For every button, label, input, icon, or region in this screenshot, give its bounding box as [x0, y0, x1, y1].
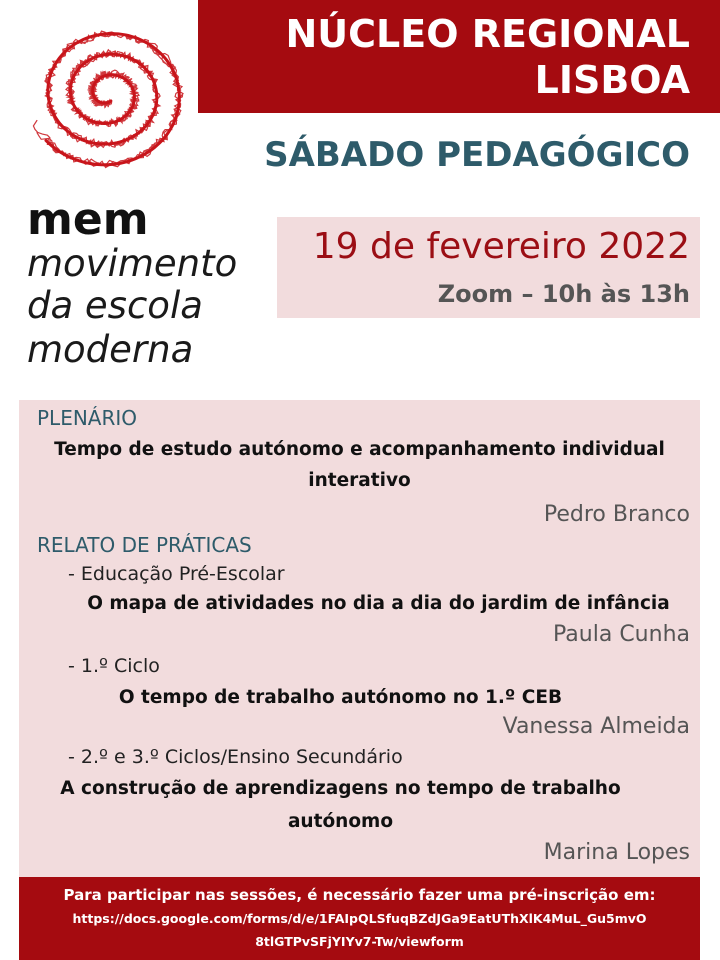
- header-title-line1: NÚCLEO REGIONAL: [285, 12, 690, 56]
- practice-speaker: Marina Lopes: [543, 840, 690, 865]
- logo-text-line2: da escola: [27, 284, 203, 327]
- practice-level: - Educação Pré-Escolar: [68, 563, 285, 585]
- logo-wordmark: mem: [27, 194, 149, 245]
- red-spiral-icon: [22, 8, 194, 180]
- registration-link-line2[interactable]: 8tlGTPvSFjYIYv7-Tw/viewform: [255, 934, 464, 949]
- practice-level: - 1.º Ciclo: [68, 655, 160, 677]
- plenary-speaker: Pedro Branco: [543, 502, 690, 527]
- logo-text-line1: movimento: [27, 242, 238, 285]
- practice-title: O mapa de atividades no dia a dia do jardim de infância: [87, 593, 670, 614]
- registration-link-line1[interactable]: https://docs.google.com/forms/d/e/1FAIpQLSfuqBZdJGa9EatUThXlK4MuL_Gu5mvO: [72, 911, 647, 926]
- practice-title-line2: autónomo: [287, 811, 394, 832]
- plenary-title-line2: interativo: [308, 470, 411, 491]
- logo-text-line3: moderna: [27, 328, 194, 371]
- plenary-title-line1: Tempo de estudo autónomo e acompanhamento individual: [54, 439, 665, 460]
- practices-label: RELATO DE PRÁTICAS: [37, 533, 252, 557]
- registration-note: Para participar nas sessões, é necessário fazer uma pré-inscrição em:: [63, 886, 656, 904]
- event-time: Zoom – 10h às 13h: [437, 280, 690, 308]
- practice-speaker: Vanessa Almeida: [502, 714, 690, 739]
- practice-title: O tempo de trabalho autónomo no 1.º CEB: [118, 687, 563, 708]
- registration-link[interactable]: [19, 907, 700, 953]
- practice-level: - 2.º e 3.º Ciclos/Ensino Secundário: [68, 746, 403, 768]
- event-type-title: SÁBADO PEDAGÓGICO: [264, 135, 690, 175]
- practice-speaker: Paula Cunha: [553, 622, 690, 647]
- practice-title-line1: A construção de aprendizagens no tempo de trabalho: [60, 778, 621, 799]
- header-title-line2: LISBOA: [534, 58, 690, 102]
- event-date: 19 de fevereiro 2022: [312, 226, 690, 267]
- plenary-label: PLENÁRIO: [37, 406, 138, 430]
